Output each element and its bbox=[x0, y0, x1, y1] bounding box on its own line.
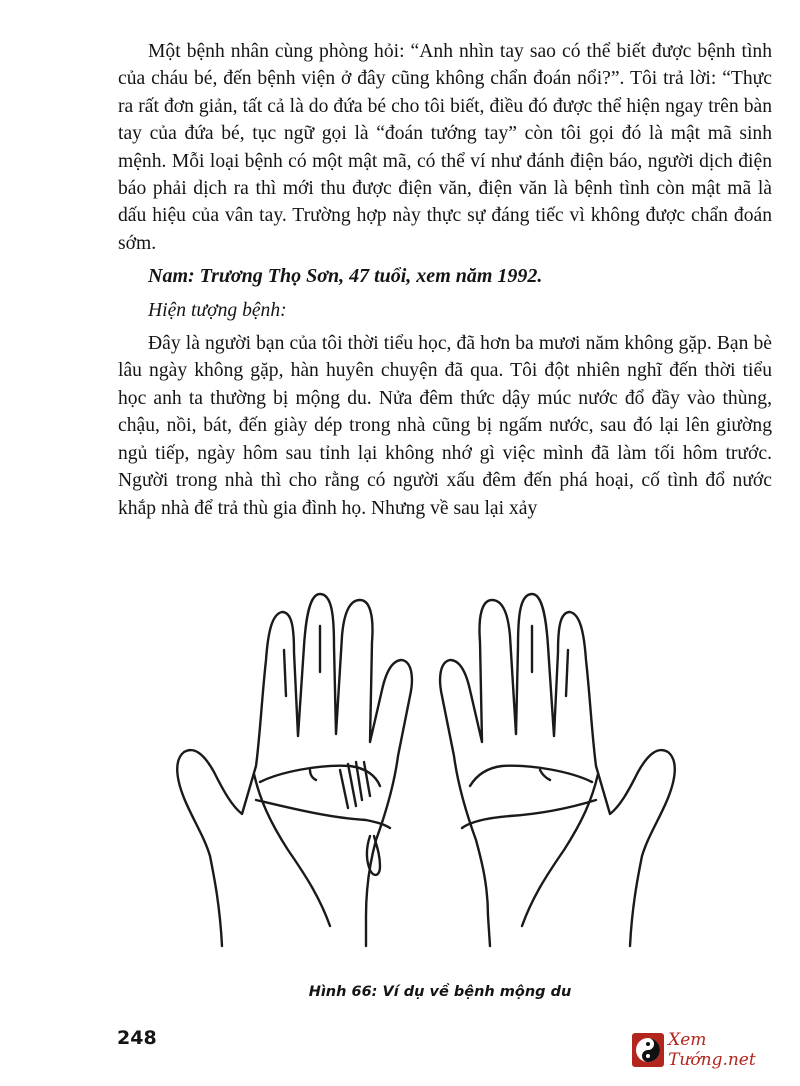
watermark-text: Xem Tướng.net bbox=[668, 1030, 756, 1070]
site-watermark bbox=[632, 1030, 792, 1070]
right-palm-drawing bbox=[440, 594, 675, 946]
paragraph-body: Đây là người bạn của tôi thời tiểu học, đã hơn ba mươi năm không gặp. Bạn bè lâu ngày không gặp, hàn huyên chuyện đã qua. Tôi đột nhiên nghĩ đến thời tiểu học anh ta thường bị mộng du. Nửa đêm thức dậy múc nước đổ đầy vào thùng, chậu, nồi, bát, đến giày dép trong nhà cũng bị ngấm nước, sau đó lại lên giường ngủ tiếp, ngày hôm sau tỉnh lại không nhớ gì việc mình đã làm tối hôm trước. Người trong nhà thì cho rằng có người xấu đêm đến phá hoại, cố tình đổ nước khắp nhà để trả thù gia đình họ. Nhưng về sau lại xảy bbox=[118, 333, 772, 519]
yin-yang-icon bbox=[632, 1033, 664, 1067]
case-subheading: Hiện tượng bệnh: bbox=[148, 299, 287, 321]
page-number: 248 bbox=[117, 1027, 157, 1049]
figure-caption: Hình 66: Ví dụ về bệnh mộng du bbox=[308, 984, 572, 1000]
page-text bbox=[118, 38, 772, 522]
palm-figure bbox=[170, 586, 680, 962]
paragraph-intro: Một bệnh nhân cùng phòng hỏi: “Anh nhìn tay sao có thể biết được bệnh tình của cháu bé, đến bệnh viện ở đây cũng không chẩn đoán nổi?”. Tôi trả lời: “Thực ra rất đơn giản, tất cả là do đứa bé cho tôi biết, điều đó được thể hiện ngay trên bàn tay của đứa bé, tục ngữ gọi là “đoán tướng tay” còn tôi gọi đó là mật mã sinh mệnh. Mỗi loại bệnh có một mật mã, có thể ví như đánh điện báo, người dịch điện báo phải dịch ra thì mới thu được điện văn, điện văn là bệnh tình còn mật mã là dấu hiệu của vân tay. Trường hợp này thực sự đáng tiếc vì không được chẩn đoán sớm. bbox=[118, 41, 772, 254]
case-heading: Nam: Trương Thọ Sơn, 47 tuổi, xem năm 1992. bbox=[148, 265, 543, 288]
left-palm-drawing bbox=[177, 594, 412, 946]
